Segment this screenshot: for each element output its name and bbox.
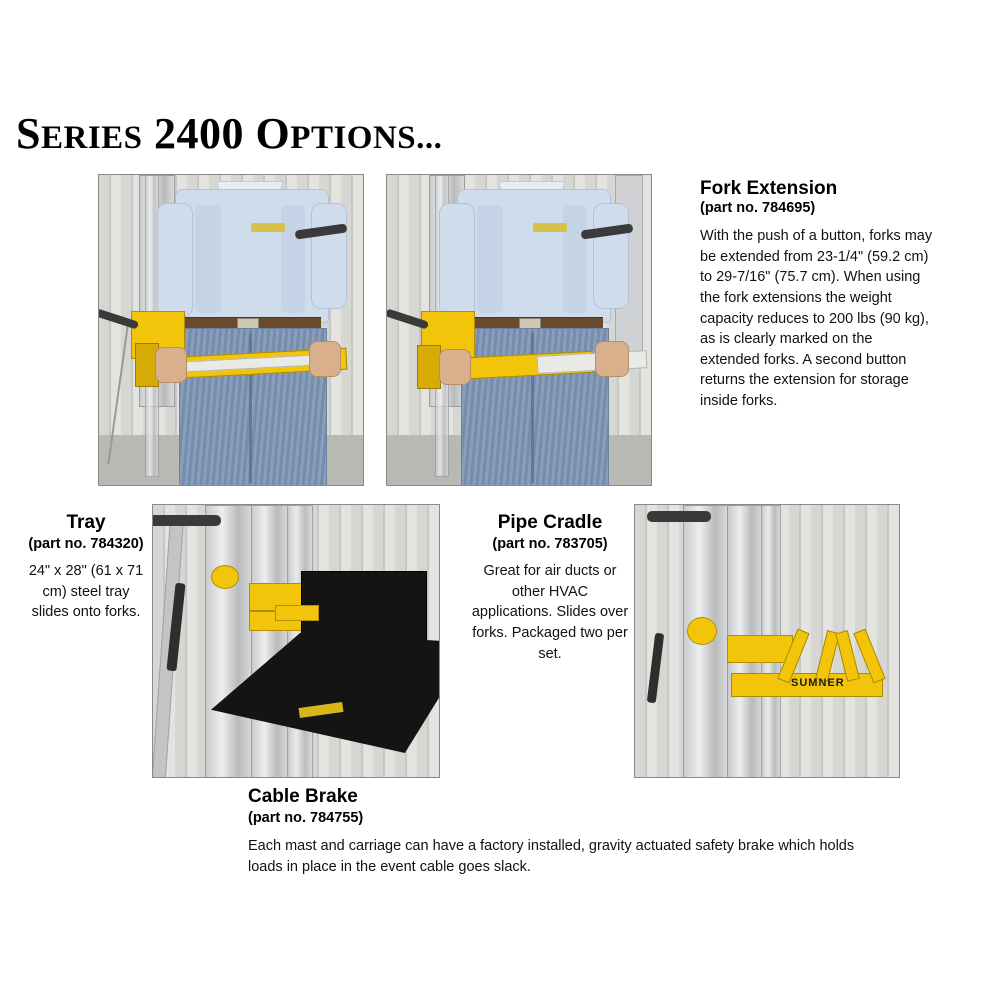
worker-left-arm (439, 203, 475, 317)
image-tray (152, 504, 440, 778)
page-title-o: O (255, 109, 291, 158)
lift-mast-mid (251, 505, 289, 778)
cradle-mount (727, 635, 793, 663)
winch-drum (211, 565, 239, 589)
cable-brake-heading: Cable Brake (248, 786, 358, 807)
pipe-cradle-heading: Pipe Cradle (497, 512, 603, 533)
fork-mount (417, 345, 441, 389)
fork-extension-heading: Fork Extension (700, 178, 838, 199)
fork-extension-part-number: (part no. 784695) (700, 199, 816, 216)
worker-right-hand (595, 341, 629, 377)
tray-heading: Tray (66, 512, 106, 533)
lift-push-handle (647, 511, 711, 522)
shirt-logo-patch (533, 223, 567, 232)
image-fork-extension-extended (386, 174, 652, 486)
tray-mount-bracket (275, 605, 319, 621)
section-fork-extension (700, 178, 936, 411)
shirt-fold-right (281, 205, 305, 313)
cable-brake-body: Each mast and carriage can have a factory installed, gravity actuated safety brake which holds loads in place in the event cable goes slack. (248, 838, 855, 875)
tray-part-number: (part no. 784320) (28, 535, 144, 552)
worker-left-hand (439, 349, 471, 385)
page-title-eries: ERIES (40, 120, 143, 156)
page-title-ptions: PTIONS (290, 120, 417, 156)
pipe-cradle-part-number: (part no. 783705) (492, 535, 608, 552)
worker-right-arm (311, 203, 347, 309)
section-cable-brake (248, 786, 868, 877)
shirt-logo-patch (251, 223, 285, 232)
section-tray (26, 512, 146, 623)
page-title-ellipsis: ... (416, 120, 443, 156)
section-pipe-cradle (470, 512, 630, 664)
shirt-fold (477, 205, 503, 313)
image-fork-extension-retracted (98, 174, 364, 486)
pipe-cradle-body: Great for air ducts or other HVAC applications. Slides over forks. Packaged two per set. (471, 563, 629, 662)
winch-drum (687, 617, 717, 645)
tray-body: 24" x 28" (61 x 71 cm) steel tray slides onto forks. (28, 563, 144, 621)
worker-right-arm (593, 203, 629, 309)
page-title-number: 2400 (154, 109, 245, 158)
lift-mast-outer (205, 505, 253, 778)
page-title (16, 108, 442, 159)
fork-extension-body: With the push of a button, forks may be extended from 23-1/4" (59.2 cm) to 29-7/16" (75.7 cm). When using the fork extensions the weight capacity reduces to 200 lbs (90 kg), as is clearly marked on the extended forks. A second button returns the extension for storage inside forks. (700, 228, 933, 409)
lift-push-handle (152, 515, 221, 526)
worker-left-arm (157, 203, 193, 317)
brand-label: SUMNER (791, 677, 845, 689)
page-title-s: S (16, 109, 41, 158)
worker-right-hand (309, 341, 341, 377)
worker-left-hand (155, 347, 187, 383)
shirt-fold (195, 205, 221, 313)
image-pipe-cradle (634, 504, 900, 778)
shirt-fold-right (563, 205, 587, 313)
cable-brake-part-number: (part no. 784755) (248, 809, 364, 826)
